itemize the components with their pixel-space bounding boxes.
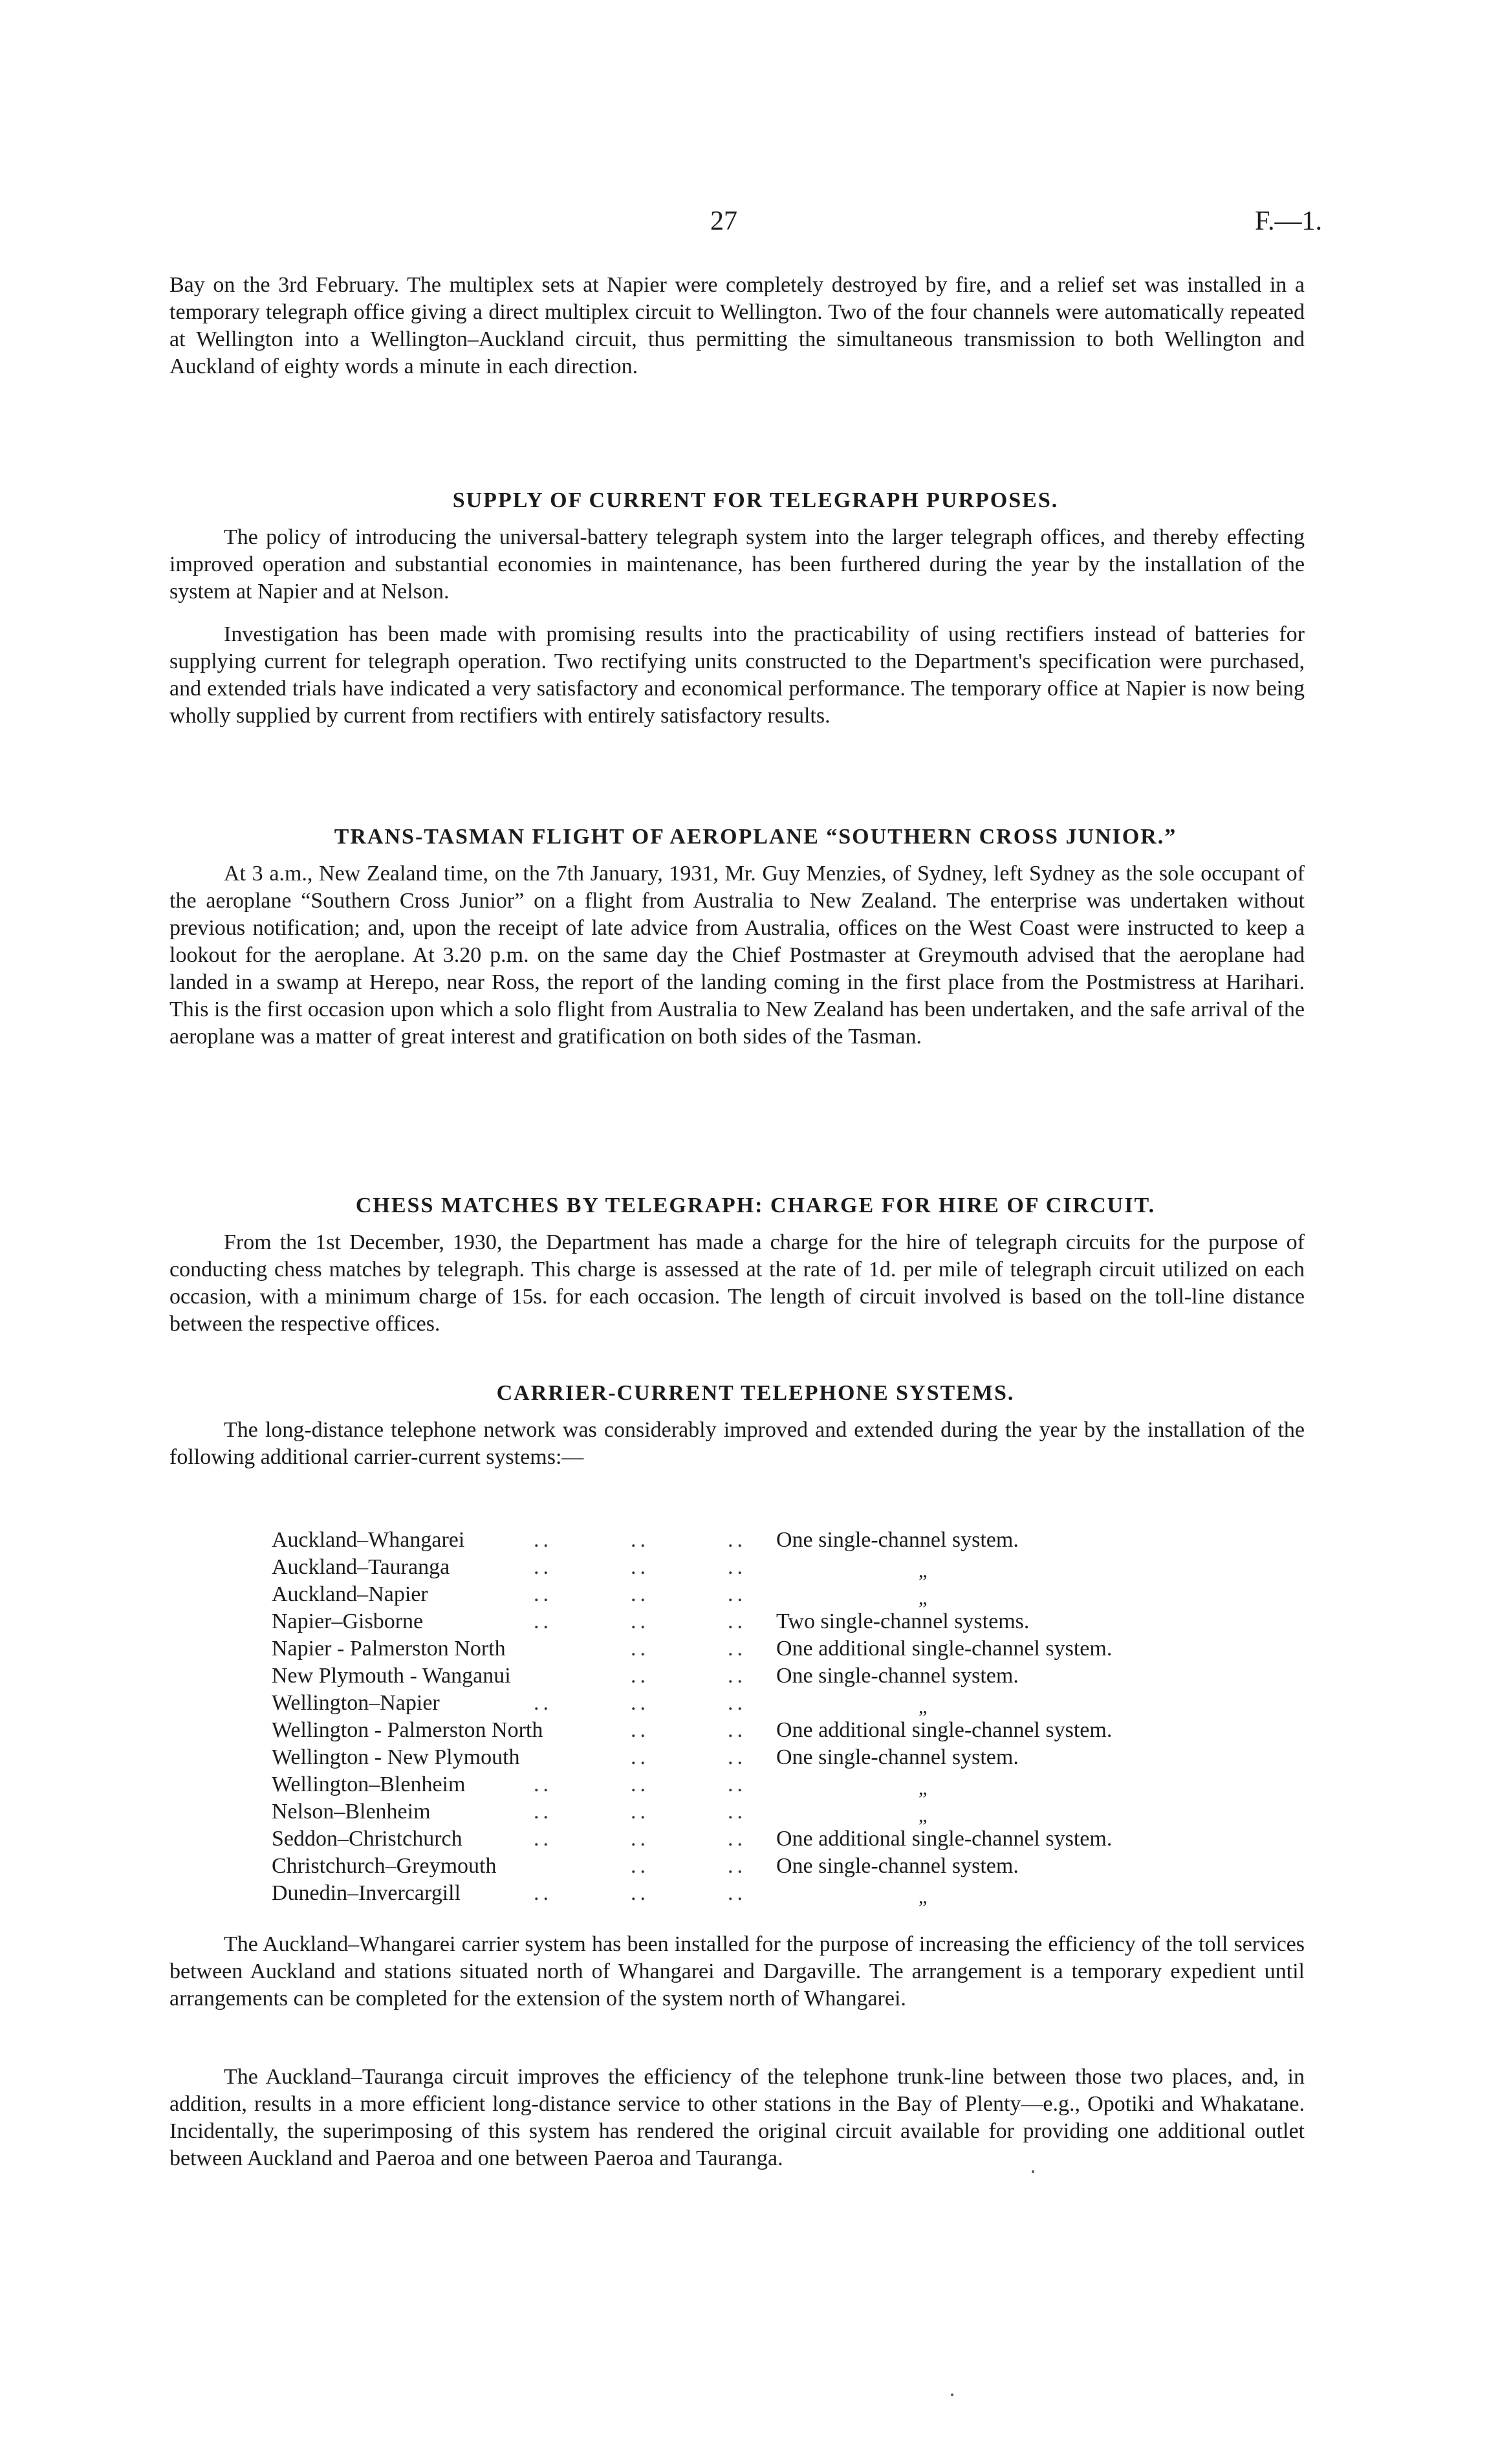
ditto-mark: „ <box>919 1696 928 1717</box>
route-name: Wellington–Blenheim <box>272 1772 466 1796</box>
leader-dots: .. <box>631 1800 649 1824</box>
system-description: One single-channel system. <box>776 1664 1019 1688</box>
table-row <box>272 1690 1242 1717</box>
table-row <box>272 1744 1242 1771</box>
ditto-mark: „ <box>919 1587 928 1609</box>
system-description: One single-channel system. <box>776 1854 1019 1878</box>
heading-carrier-current: CARRIER-CURRENT TELEPHONE SYSTEMS. <box>496 1381 1015 1405</box>
route-name: Auckland–Napier <box>272 1582 428 1606</box>
scan-speck <box>1032 2170 1034 2173</box>
leader-dots: .. <box>728 1609 746 1633</box>
system-description: One single-channel system. <box>776 1528 1019 1552</box>
route-name: Auckland–Whangarei <box>272 1528 465 1552</box>
intro-paragraph: Bay on the 3rd February. The multiplex sets at Napier were completely destroyed by fire, and a relief set was installed in a temporary telegraph office giving a direct multiplex circuit to Wellington. Two of the four channels were automatically repeated at Wellington into a Wellington–Auckland circuit, thus permitting the simultaneous transmission to both Wellington and Auckland of eighty words a minute in each direction. <box>169 273 1305 378</box>
leader-dots: .. <box>631 1528 649 1552</box>
leader-dots: .. <box>728 1691 746 1715</box>
leader-dots: .. <box>534 1555 552 1579</box>
ditto-mark: „ <box>919 1560 928 1582</box>
leader-dots: .. <box>631 1718 649 1742</box>
leader-dots: .. <box>534 1827 552 1851</box>
route-name: Wellington–Napier <box>272 1691 440 1715</box>
route-name: Auckland–Tauranga <box>272 1555 450 1579</box>
leader-dots: .. <box>631 1827 649 1851</box>
system-description: One single-channel system. <box>776 1745 1019 1769</box>
table-row <box>272 1853 1242 1880</box>
route-name: Napier–Gisborne <box>272 1609 424 1633</box>
leader-dots: .. <box>631 1555 649 1579</box>
leader-dots: .. <box>728 1555 746 1579</box>
leader-dots: .. <box>728 1881 746 1905</box>
route-name: Seddon–Christchurch <box>272 1827 462 1851</box>
table-row <box>272 1527 1242 1554</box>
carrier-systems-table <box>272 1527 1242 1907</box>
table-row <box>272 1717 1242 1744</box>
leader-dots: .. <box>728 1827 746 1851</box>
leader-dots: .. <box>631 1881 649 1905</box>
system-description: One additional single-channel system. <box>776 1827 1113 1851</box>
leader-dots: .. <box>728 1854 746 1878</box>
page-header <box>0 206 1511 245</box>
table-row <box>272 1608 1242 1635</box>
supply-paragraph-1: The policy of introducing the universal-battery telegraph system into the larger telegraph offices, and thereby effecting improved operation and substantial economies in maintenance, has been furthered during the year by the installation of the system at Napier and at Nelson. <box>169 525 1305 604</box>
tasman-paragraph: At 3 a.m., New Zealand time, on the 7th January, 1931, Mr. Guy Menzies, of Sydney, left Sydney as the sole occupant of the aeroplane “Southern Cross Junior” on a flight from Australia to New Zealand. The enterprise was undertaken without previous notification; and, upon the receipt of late advice from Australia, offices on the West Coast were instructed to keep a lookout for the aeroplane. At 3.20 p.m. on the same day the Chief Postmaster at Greymouth advised that the aeroplane had landed in a swamp at Herepo, near Ross, the report of the landing coming in the first place from the Postmistress at Harihari. This is the first occasion upon which a solo flight from Australia to New Zealand has been undertaken, and the safe arrival of the aeroplane was a matter of great interest and gratification on both sides of the Tasman. <box>169 862 1305 1049</box>
route-name: Christchurch–Greymouth <box>272 1854 497 1878</box>
leader-dots: .. <box>728 1664 746 1688</box>
table-row <box>272 1663 1242 1690</box>
ditto-mark: „ <box>919 1778 928 1799</box>
table-row <box>272 1798 1242 1826</box>
route-name: Dunedin–Invercargill <box>272 1881 461 1905</box>
table-row <box>272 1771 1242 1798</box>
carrier-intro-paragraph: The long-distance telephone network was considerably improved and extended during the year by the installation of the following additional carrier-current systems:— <box>169 1418 1305 1469</box>
ditto-mark: „ <box>919 1805 928 1826</box>
leader-dots: .. <box>728 1637 746 1661</box>
route-name: New Plymouth - Wanganui <box>272 1664 511 1688</box>
page-number: 27 <box>710 206 737 236</box>
table-row <box>272 1635 1242 1663</box>
leader-dots: .. <box>534 1691 552 1715</box>
leader-dots: .. <box>534 1528 552 1552</box>
ditto-mark: „ <box>919 1886 928 1908</box>
scan-speck <box>951 2393 953 2396</box>
table-row <box>272 1554 1242 1581</box>
heading-supply-of-current: SUPPLY OF CURRENT FOR TELEGRAPH PURPOSES. <box>452 488 1059 512</box>
route-name: Wellington - Palmerston North <box>272 1718 543 1742</box>
leader-dots: .. <box>631 1854 649 1878</box>
leader-dots: .. <box>631 1582 649 1606</box>
leader-dots: .. <box>728 1772 746 1796</box>
leader-dots: .. <box>728 1528 746 1552</box>
heading-chess-matches: CHESS MATCHES BY TELEGRAPH: CHARGE FOR HIRE OF CIRCUIT. <box>355 1194 1156 1217</box>
route-name: Nelson–Blenheim <box>272 1800 431 1824</box>
leader-dots: .. <box>631 1609 649 1633</box>
table-row <box>272 1581 1242 1608</box>
leader-dots: .. <box>728 1582 746 1606</box>
leader-dots: .. <box>631 1637 649 1661</box>
supply-paragraph-2: Investigation has been made with promising results into the practicability of using rectifiers instead of batteries for supplying current for telegraph operation. Two rectifying units constructed to the Department's specification were purchased, and extended trials have indicated a very satisfactory and economical performance. The temporary office at Napier is now being wholly supplied by current from rectifiers with entirely satisfactory results. <box>169 622 1305 728</box>
system-description: Two single-channel systems. <box>776 1609 1030 1633</box>
leader-dots: .. <box>631 1664 649 1688</box>
document-reference: F.—1. <box>1255 206 1322 236</box>
carrier-paragraph-3: The Auckland–Tauranga circuit improves the efficiency of the telephone trunk-line between those two places, and, in addition, results in a more efficient long-distance service to other stations in the Bay of Plenty—e.g., Opotiki and Whakatane. Incidentally, the superimposing of this system has rendered the original circuit available for providing one additional outlet between Auckland and Paeroa and one between Paeroa and Tauranga. <box>169 2065 1305 2170</box>
carrier-paragraph-2: The Auckland–Whangarei carrier system has been installed for the purpose of increasing the efficiency of the toll services between Auckland and stations situated north of Whangarei and Dargaville. The arrangement is a temporary expedient until arrangements can be completed for the extension of the system north of Whangarei. <box>169 1932 1305 2011</box>
leader-dots: .. <box>534 1772 552 1796</box>
leader-dots: .. <box>534 1609 552 1633</box>
leader-dots: .. <box>631 1745 649 1769</box>
leader-dots: .. <box>631 1691 649 1715</box>
leader-dots: .. <box>728 1718 746 1742</box>
leader-dots: .. <box>631 1772 649 1796</box>
leader-dots: .. <box>534 1800 552 1824</box>
heading-trans-tasman-flight: TRANS-TASMAN FLIGHT OF AEROPLANE “SOUTHERN CROSS JUNIOR.” <box>334 825 1177 849</box>
leader-dots: .. <box>534 1582 552 1606</box>
route-name: Wellington - New Plymouth <box>272 1745 520 1769</box>
route-name: Napier - Palmerston North <box>272 1637 506 1661</box>
table-row <box>272 1880 1242 1907</box>
system-description: One additional single-channel system. <box>776 1718 1113 1742</box>
leader-dots: .. <box>534 1881 552 1905</box>
leader-dots: .. <box>728 1745 746 1769</box>
chess-paragraph: From the 1st December, 1930, the Department has made a charge for the hire of telegraph circuits for the purpose of conducting chess matches by telegraph. This charge is assessed at the rate of 1d. per mile of telegraph circuit utilized on each occasion, with a minimum charge of 15s. for each occasion. The length of circuit involved is based on the toll-line distance between the respective offices. <box>169 1230 1305 1336</box>
leader-dots: .. <box>728 1800 746 1824</box>
system-description: One additional single-channel system. <box>776 1637 1113 1661</box>
table-row <box>272 1826 1242 1853</box>
